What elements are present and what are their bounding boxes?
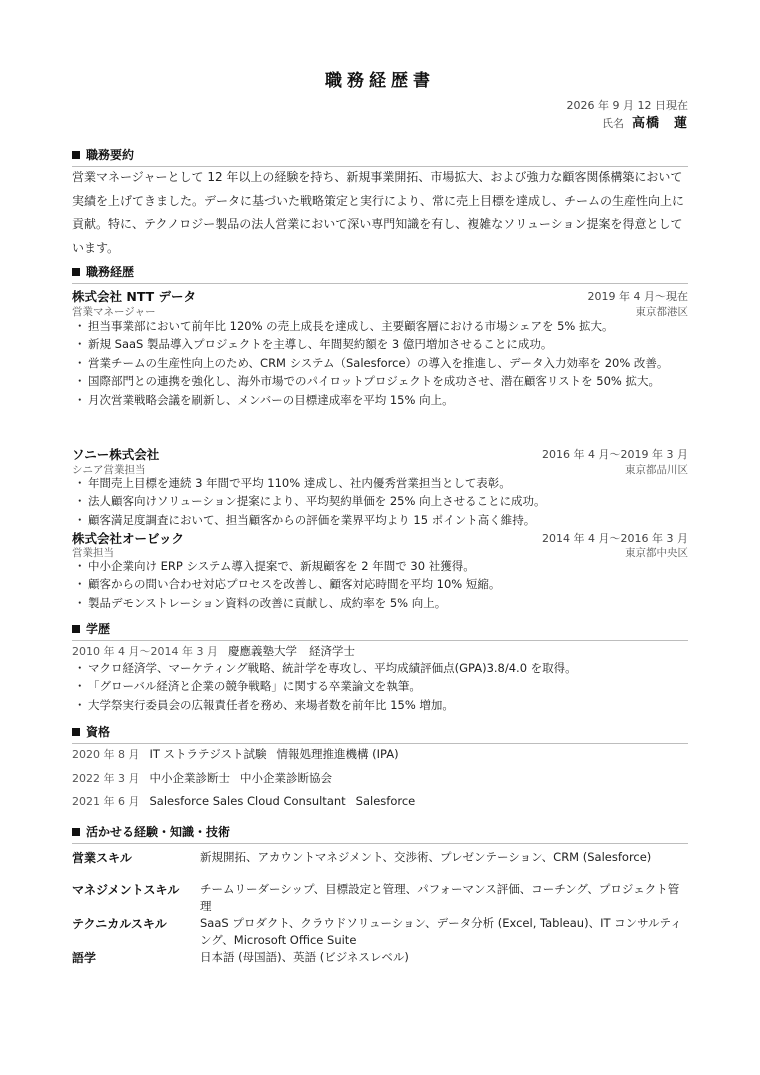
job-bullets <box>72 557 688 612</box>
education-period: 2010 年 4 月～2014 年 3 月 <box>72 645 218 658</box>
cert-date: 2022 年 3 月 <box>72 772 140 785</box>
list-item: ・ 「グローバル経済と企業の競争戦略」に関する卒業論文を執筆。 <box>74 679 421 694</box>
section-heading-certifications: 資格 <box>72 723 688 744</box>
job-location: 東京都中央区 <box>625 547 688 559</box>
skill-value: 新規開拓、アカウントマネジメント、交渉術、プレゼンテーション、CRM (Salesforce) <box>200 850 652 864</box>
summary-text: 営業マネージャーとして 12 年以上の経験を持ち、新規事業開拓、市場拡大、および強力な顧客関係構築において実績を上げてきました。データに基づいた戦略策定と実行により、常に売上目標を達成し、チームの生産性向上に貢献。特に、テクノロジー製品の法人営業において深い専門知識を有し、複雑なソリューション提案を得意としています。 <box>72 170 685 255</box>
heading-square-icon <box>72 728 80 736</box>
name-line <box>602 112 688 131</box>
list-item: ・ 中小企業向け ERP システム導入提案で、新規顧客を 2 年間で 30 社獲得。 <box>74 559 475 573</box>
job-period: 2014 年 4 月～2016 年 3 月 <box>542 532 688 545</box>
cert-date: 2020 年 8 月 <box>72 748 140 761</box>
list-item: ・ 新規 SaaS 製品導入プロジェクトを主導し、年間契約額を 3 億円増加させることに成功。 <box>74 337 553 352</box>
name-label: 氏名 <box>601 117 624 130</box>
school-name: 慶應義塾大学 <box>227 644 297 658</box>
document-title: 職務経歴書 <box>325 71 435 91</box>
education-bullets <box>72 659 688 714</box>
company-name: 株式会社オービック <box>72 531 185 546</box>
job-header <box>72 529 688 545</box>
job-role-row <box>72 304 688 318</box>
section-heading-skills: 活かせる経験・知識・技術 <box>72 823 688 844</box>
cert-row <box>72 770 332 786</box>
heading-square-icon <box>72 268 80 276</box>
list-item: ・ 国際部門との連携を強化し、海外市場でのパイロットプロジェクトを成功させ、潜在顧客リストを 50% 拡大。 <box>74 374 660 389</box>
job-header <box>72 287 688 303</box>
list-item: ・ 年間売上目標を連続 3 年間で平均 110% 達成し、社内優秀営業担当として表彰。 <box>74 476 511 490</box>
cert-row <box>72 746 399 762</box>
list-item: ・ 顧客からの問い合わせ対応プロセスを改善し、顧客対応時間を平均 10% 短縮。 <box>74 577 501 592</box>
cert-name: 中小企業診断士 <box>149 771 230 785</box>
list-item: ・ 営業チームの生産性向上のため、CRM システム（Salesforce）の導入を推進し、データ入力効率を 20% 改善。 <box>74 355 669 370</box>
section-heading-summary: 職務要約 <box>72 146 688 167</box>
education-header <box>72 643 355 659</box>
skill-value: チームリーダーシップ、目標設定と管理、パフォーマンス評価、コーチング、プロジェクト管理 <box>200 882 680 913</box>
skill-label: マネジメントスキル <box>72 883 180 897</box>
job-bullets <box>72 317 688 409</box>
job-role: シニア営業担当 <box>72 464 146 476</box>
skill-label: テクニカルスキル <box>72 917 167 931</box>
list-item: ・ 製品デモンストレーション資料の改善に貢献し、成約率を 5% 向上。 <box>74 595 447 610</box>
cert-issuer: 中小企業診断協会 <box>239 771 332 785</box>
cert-date: 2021 年 6 月 <box>72 795 140 808</box>
job-location: 東京都港区 <box>635 306 688 318</box>
company-name: ソニー株式会社 <box>72 447 160 462</box>
job-role: 営業担当 <box>72 547 114 559</box>
skill-value: 日本語 (母国語)、英語 (ビジネスレベル) <box>200 950 409 964</box>
list-item: ・ 月次営業戦略会議を刷新し、メンバーの目標達成率を平均 15% 向上。 <box>74 392 454 407</box>
skill-value: SaaS プロダクト、クラウドソリューション、データ分析 (Excel, Tableau)、IT コンサルティング、Microsoft Office Suite <box>200 916 682 947</box>
list-item: ・ 大学祭実行委員会の広報責任者を務め、来場者数を前年比 15% 増加。 <box>74 697 454 712</box>
document-date: 2026 年 9 月 12 日現在 <box>566 99 688 112</box>
section-heading-education: 学歴 <box>72 620 688 641</box>
list-item: ・ 担当事業部において前年比 120% の売上成長を達成し、主要顧客層における市場シェアを 5% 拡大。 <box>74 319 614 333</box>
list-item: ・ 顧客満足度調査において、担当顧客からの評価を業界平均より 15 ポイント高く維持。 <box>74 512 536 527</box>
degree: 経済学士 <box>308 644 355 658</box>
list-item: ・ 法人顧客向けソリューション提案により、平均契約単価を 25% 向上させることに成功。 <box>74 494 546 509</box>
company-name: 株式会社 NTT データ <box>72 289 197 304</box>
cert-issuer: 情報処理推進機構 (IPA) <box>276 747 399 761</box>
job-period: 2019 年 4 月～現在 <box>587 290 688 303</box>
skill-label: 語学 <box>72 951 97 965</box>
job-location: 東京都品川区 <box>625 464 688 476</box>
skill-label: 営業スキル <box>72 851 132 865</box>
heading-square-icon <box>72 151 80 159</box>
cert-name: IT ストラテジスト試験 <box>149 747 267 761</box>
cert-issuer: Salesforce <box>355 794 416 808</box>
cert-row <box>72 793 415 809</box>
job-header <box>72 445 688 461</box>
job-period: 2016 年 4 月～2019 年 3 月 <box>542 448 688 461</box>
heading-square-icon <box>72 828 80 836</box>
cert-name: Salesforce Sales Cloud Consultant <box>149 794 346 808</box>
section-heading-career: 職務経歴 <box>72 263 688 284</box>
list-item: ・ マクロ経済学、マーケティング戦略、統計学を専攻し、平均成績評価点(GPA)3.8/4.0 を取得。 <box>74 661 577 675</box>
applicant-name: 高橋 蓮 <box>631 116 688 131</box>
heading-square-icon <box>72 625 80 633</box>
job-bullets <box>72 474 688 529</box>
job-role: 営業マネージャー <box>72 306 156 318</box>
